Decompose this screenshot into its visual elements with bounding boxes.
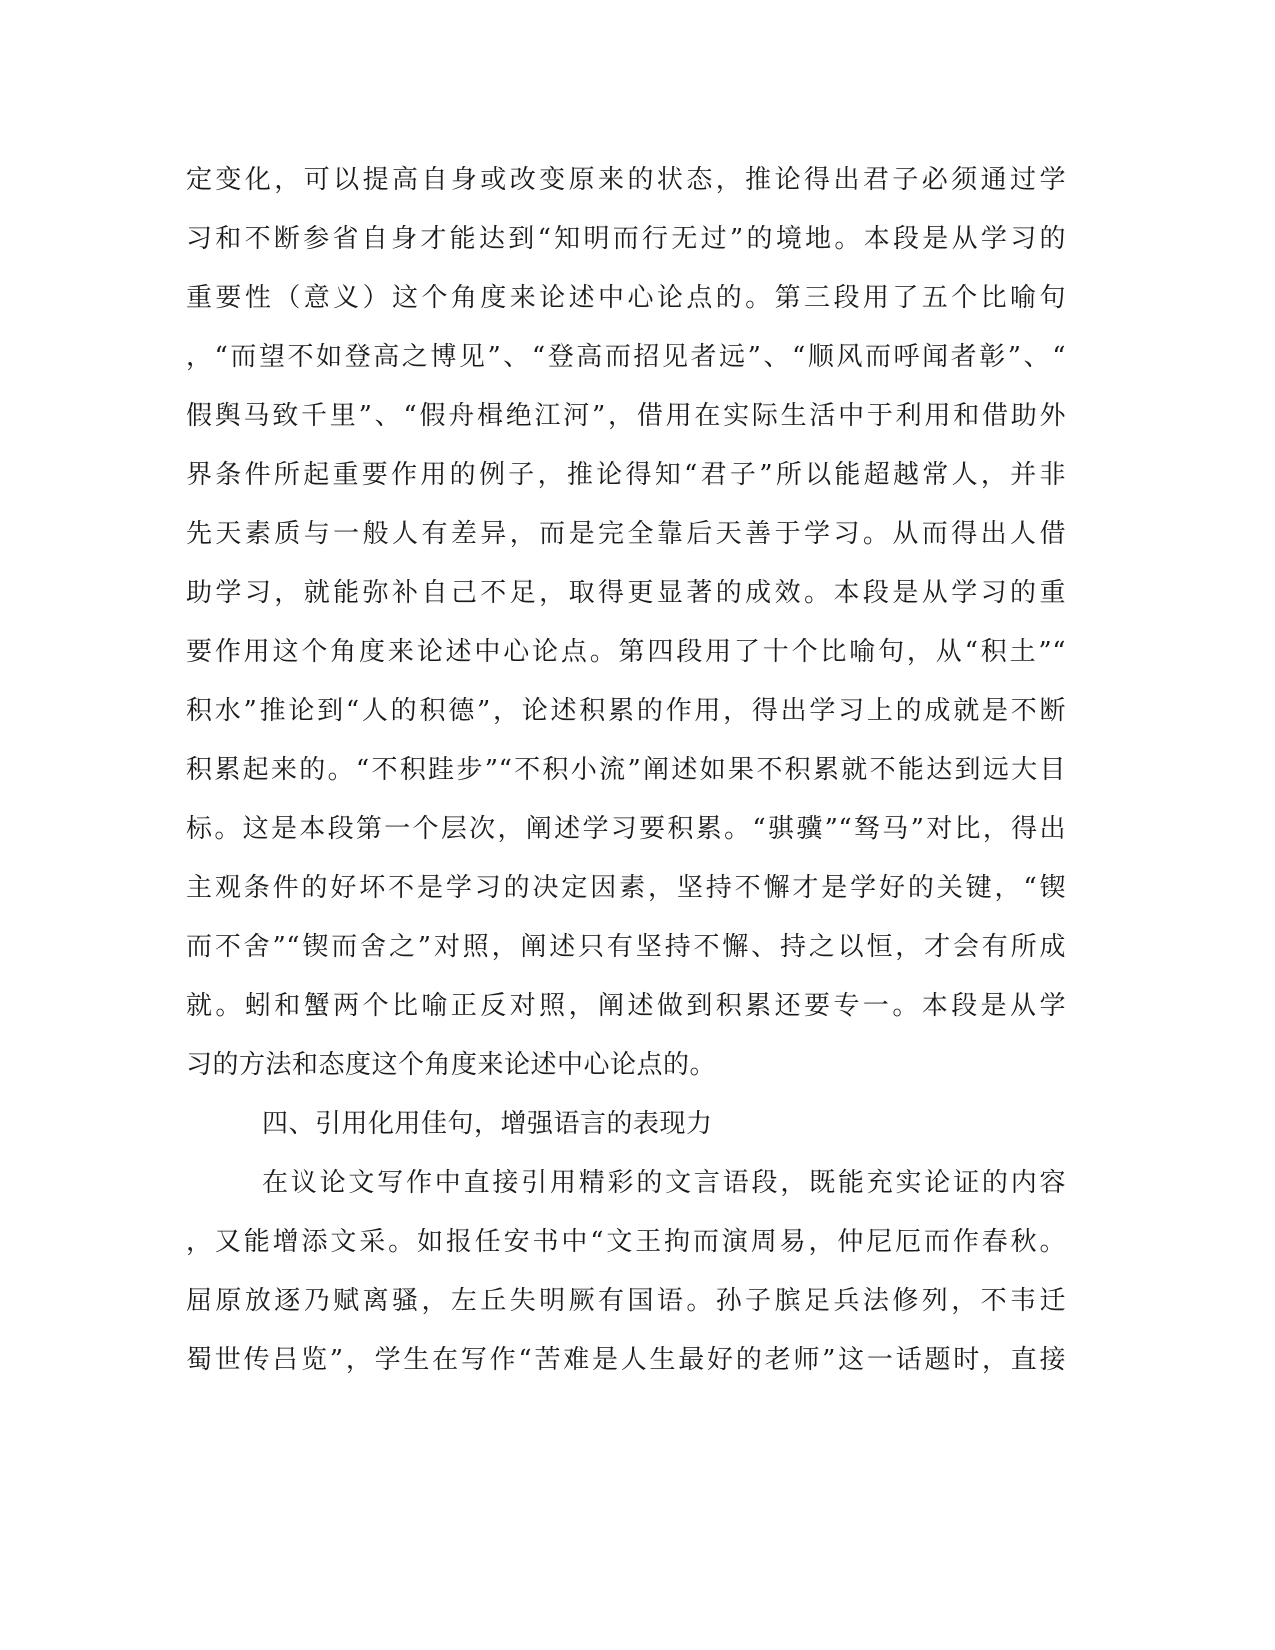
paragraph-line: 而不舍”“锲而舍之”对照，阐述只有坚持不懈、持之以恒，才会有所成 (186, 932, 1066, 962)
paragraph-line: 先天素质与一般人有差异，而是完全靠后天善于学习。从而得出人借 (186, 519, 1066, 549)
paragraph-line: 界条件所起重要作用的例子，推论得知“君子”所以能超越常人，并非 (186, 460, 1066, 490)
paragraph-line: 假舆马致千里”、“假舟楫绝江河”，借用在实际生活中于利用和借助外 (186, 401, 1066, 431)
paragraph-line: 要作用这个角度来论述中心论点。第四段用了十个比喻句，从“积土”“ (186, 637, 1066, 667)
paragraph-line: 屈原放逐乃赋离骚，左丘失明厥有国语。孙子膑足兵法修列，不韦迁 (186, 1286, 1066, 1316)
paragraph-line: ，“而望不如登高之博见”、“登高而招见者远”、“顺风而呼闻者彰”、“ (186, 342, 1066, 372)
paragraph-line: 习的方法和态度这个角度来论述中心论点的。 (186, 1050, 717, 1080)
paragraph-line: 积累起来的。“不积跬步”“不积小流”阐述如果不积累就不能达到远大目 (186, 755, 1066, 785)
paragraph-line: 就。蚓和蟹两个比喻正反对照，阐述做到积累还要专一。本段是从学 (186, 991, 1066, 1021)
section-heading: 四、引用化用佳句，增强语言的表现力 (262, 1109, 713, 1139)
paragraph-line: 主观条件的好坏不是学习的决定因素，坚持不懈才是学好的关键，“锲 (186, 873, 1066, 903)
paragraph-line: 积水”推论到“人的积德”，论述积累的作用，得出学习上的成就是不断 (186, 696, 1066, 726)
paragraph-line: 习和不断参省自身才能达到“知明而行无过”的境地。本段是从学习的 (186, 224, 1066, 254)
paragraph-line: ，又能增添文采。如报任安书中“文王拘而演周易，仲尼厄而作春秋。 (186, 1227, 1066, 1257)
paragraph-line: 标。这是本段第一个层次，阐述学习要积累。“骐骥”“驽马”对比，得出 (186, 814, 1066, 844)
paragraph-line: 定变化，可以提高自身或改变原来的状态，推论得出君子必须通过学 (186, 165, 1066, 195)
paragraph-line: 蜀世传吕览”，学生在写作“苦难是人生最好的老师”这一话题时，直接 (186, 1345, 1066, 1375)
paragraph-line: 在议论文写作中直接引用精彩的文言语段，既能充实论证的内容 (262, 1168, 1066, 1198)
paragraph-line: 重要性（意义）这个角度来论述中心论点的。第三段用了五个比喻句 (186, 283, 1066, 313)
paragraph-line: 助学习，就能弥补自己不足，取得更显著的成效。本段是从学习的重 (186, 578, 1066, 608)
